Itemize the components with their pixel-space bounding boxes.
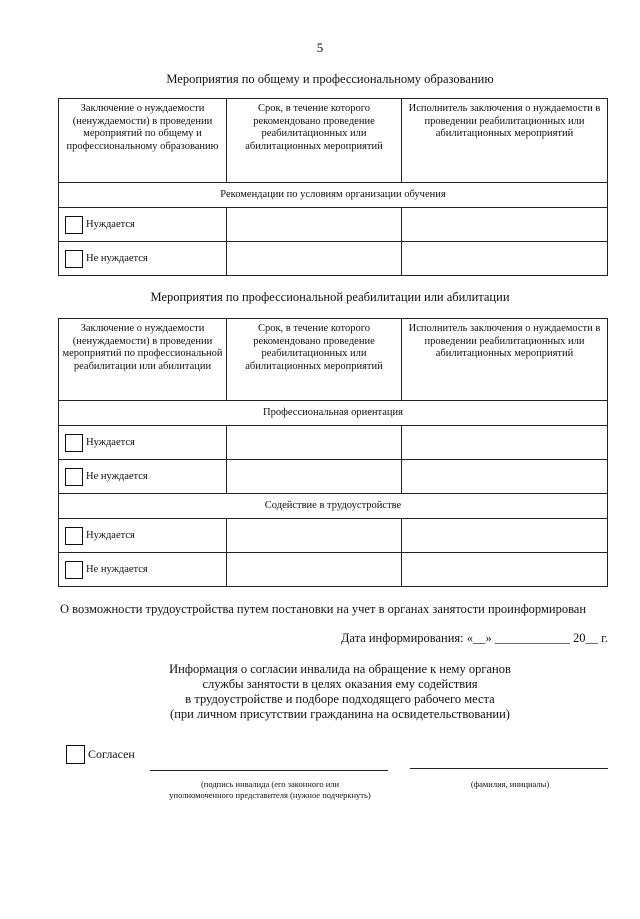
- section1-title: Мероприятия по общему и профессиональному образованию: [166, 72, 494, 86]
- agree-label: Согласен: [88, 747, 135, 761]
- education-table: [58, 98, 608, 276]
- signature-line[interactable]: [150, 770, 388, 771]
- term-cell[interactable]: [227, 426, 402, 460]
- informing-date-line[interactable]: Дата информирования: «__» ____________ 20__ г.: [340, 631, 608, 645]
- option-not-needs: [59, 242, 227, 276]
- option-needs: [59, 208, 227, 242]
- header-executor: Исполнитель заключения о нуждаемости в проведении реабилитационных или абилитационных мероприятий: [402, 319, 608, 401]
- not-needs-label: Не нуждается: [86, 470, 148, 482]
- name-caption: (фамилия, инициалы): [470, 779, 550, 789]
- needs-checkbox[interactable]: [65, 527, 83, 545]
- consent-line: службы занятости в целях оказания ему содействия: [202, 677, 478, 691]
- agree-checkbox[interactable]: [66, 745, 85, 764]
- page-number: 5: [316, 40, 324, 55]
- consent-line: в трудоустройстве и подборе подходящего рабочего места: [185, 692, 495, 706]
- header-term: Срок, в течение которого рекомендовано проведение реабилитационных или абилитационных мероприятий: [227, 99, 402, 183]
- name-line[interactable]: [410, 768, 608, 769]
- section2-title: Мероприятия по профессиональной реабилитации или абилитации: [150, 290, 510, 304]
- header-term: Срок, в течение которого рекомендовано проведение реабилитационных или абилитационных мероприятий: [227, 319, 402, 401]
- consent-line: (при личном присутствии гражданина на освидетельствовании): [170, 707, 510, 721]
- agree-option[interactable]: [66, 745, 135, 764]
- header-conclusion: Заключение о нуждаемости (ненуждаемости) в проведении мероприятий по общему и профессиональному образованию: [59, 99, 227, 183]
- not-needs-label: Не нуждается: [86, 252, 148, 264]
- needs-label: Нуждается: [86, 436, 135, 448]
- term-cell[interactable]: [227, 460, 402, 494]
- consent-line: Информация о согласии инвалида на обращение к нему органов: [169, 662, 511, 676]
- signature-caption-line: (подпись инвалида (его законного или: [200, 779, 340, 789]
- option-not-needs: [59, 460, 227, 494]
- subheader-learning-conditions: Рекомендации по условиям организации обучения: [59, 183, 608, 208]
- executor-cell[interactable]: [402, 426, 608, 460]
- option-not-needs: [59, 553, 227, 587]
- needs-checkbox[interactable]: [65, 216, 83, 234]
- needs-checkbox[interactable]: [65, 434, 83, 452]
- term-cell[interactable]: [227, 553, 402, 587]
- subheader-employment-assistance: Содействие в трудоустройстве: [59, 494, 608, 519]
- term-cell[interactable]: [227, 519, 402, 553]
- signature-caption-line: уполномоченного представителя (нужное подчеркнуть): [169, 790, 371, 800]
- header-executor: Исполнитель заключения о нуждаемости в проведении реабилитационных или абилитационных мероприятий: [402, 99, 608, 183]
- consent-title: [120, 662, 560, 722]
- signature-caption: [140, 779, 400, 801]
- needs-label: Нуждается: [86, 218, 135, 230]
- option-needs: [59, 426, 227, 460]
- term-cell[interactable]: [227, 208, 402, 242]
- executor-cell[interactable]: [402, 519, 608, 553]
- option-needs: [59, 519, 227, 553]
- executor-cell[interactable]: [402, 208, 608, 242]
- subheader-career-guidance: Профессиональная ориентация: [59, 401, 608, 426]
- employment-info-text: О возможности трудоустройства путем постановки на учет в органах занятости проинформирован: [60, 602, 587, 616]
- term-cell[interactable]: [227, 242, 402, 276]
- not-needs-label: Не нуждается: [86, 563, 148, 575]
- needs-label: Нуждается: [86, 529, 135, 541]
- not-needs-checkbox[interactable]: [65, 468, 83, 486]
- executor-cell[interactable]: [402, 242, 608, 276]
- header-conclusion: Заключение о нуждаемости (ненуждаемости) в проведении мероприятий по профессиональной реабилитации или абилитации: [59, 319, 227, 401]
- executor-cell[interactable]: [402, 553, 608, 587]
- not-needs-checkbox[interactable]: [65, 250, 83, 268]
- executor-cell[interactable]: [402, 460, 608, 494]
- vocational-table: [58, 318, 608, 587]
- not-needs-checkbox[interactable]: [65, 561, 83, 579]
